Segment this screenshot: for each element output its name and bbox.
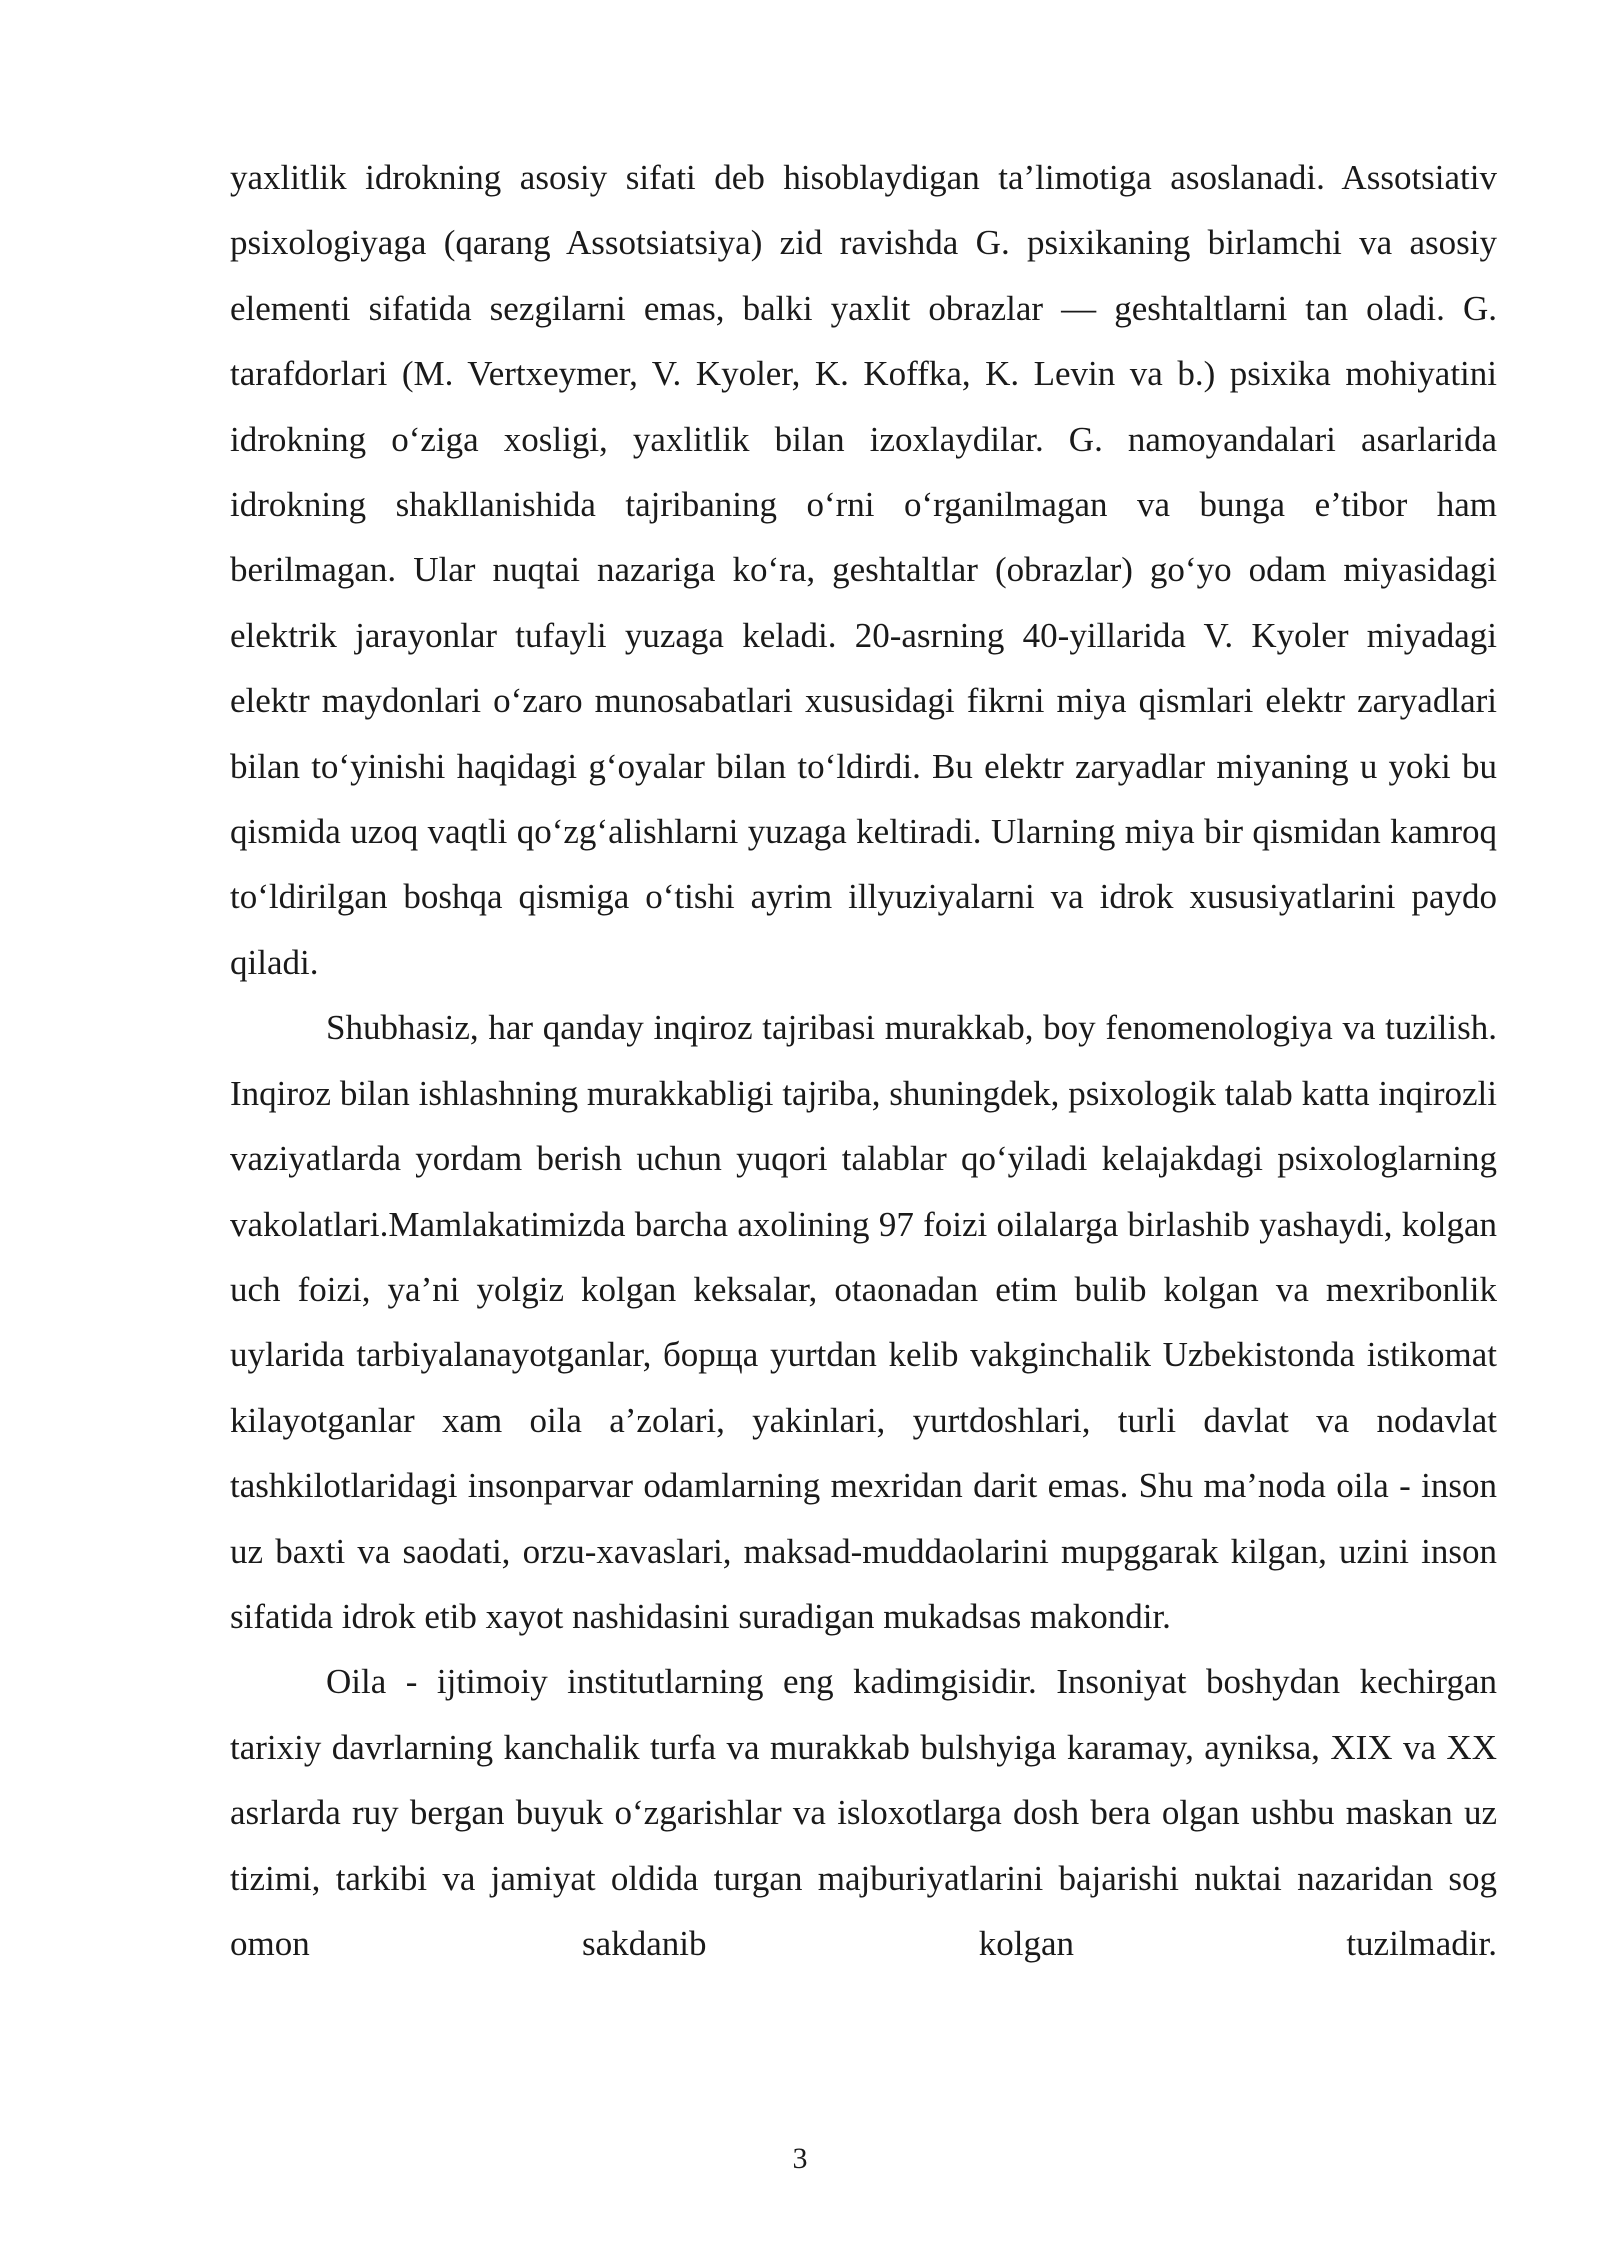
body-text [230, 145, 1497, 1976]
paragraph-crisis: Shubhasiz, har qanday inqiroz tajribasi murakkab, boy fenomenologiya va tuzilish. Inqiroz bilan ishlashning murakkabligi tajriba, shuningdek, psixologik talab katta inqirozli vaziyatlarda yordam berish uchun yuqori talablar qoʻyiladi kelajakdagi psixologlarning vakolatlari.Mamlakatimizda barcha axolining 97 foizi oilalarga birlashib yashaydi, kolgan uch foizi, ya’ni yolgiz kolgan keksalar, otaonadan etim bulib kolgan va mexribonlik uylarida tarbiyalanayotganlar, борща yurtdan kelib vakginchalik Uzbekistonda istikomat kilayotganlar xam oila a’zolari, yakinlari, yurtdoshlari, turli davlat va nodavlat tashkilotlaridagi insonparvar odamlarning mexridan darit emas. Shu ma’noda oila - inson uz baxti va saodati, orzu-xavaslari, maksad-muddaolarini mupggarak kilgan, uzini inson sifatida idrok etib xayot nashidasini suradigan mukadsas makondir. [230, 1008, 1497, 1636]
paragraph-gestalt: yaxlitlik idrokning asosiy sifati deb hisoblaydigan ta’limotiga asoslanadi. Assotsiativ psixologiyaga (qarang Assotsiatsiya) zid ravishda G. psixikaning birlamchi va asosiy elementi sifatida sezgilarni emas, balki yaxlit obrazlar — geshtaltlarni tan oladi. G. tarafdorlari (M. Vertxeymer, V. Kyoler, K. Koffka, K. Levin va b.) psixika mohiyatini idrokning oʻziga xosligi, yaxlitlik bilan izoxlaydilar. G. namoyandalari asarlarida idrokning shakllanishida tajribaning oʻrni oʻrganilmagan va bunga e’tibor ham berilmagan. Ular nuqtai nazariga koʻra, geshtaltlar (obrazlar) goʻyo odam miyasidagi elektrik jarayonlar tufayli yuzaga keladi. 20-asrning 40-yillarida V. Kyoler miyadagi elektr maydonlari oʻzaro munosabatlari xususidagi fikrni miya qismlari elektr zaryadlari bilan toʻyinishi haqidagi gʻoyalar bilan toʻldirdi. Bu elektr zaryadlar miyaning u yoki bu qismida uzoq vaqtli qoʻzgʻalishlarni yuzaga keltiradi. Ularning miya bir qismidan kamroq toʻldirilgan boshqa qismiga oʻtishi ayrim illyuziyalarni va idrok xususiyatlarini paydo qiladi. [230, 158, 1497, 982]
page-number: 3 [792, 2142, 808, 2175]
paragraph-family: Oila - ijtimoiy institutlarning eng kadimgisidir. Insoniyat boshydan kechirgan tarixiy davrlarning kanchalik turfa va murakkab bulshyiga karamay, ayniksa, XIX va XX asrlarda ruy bergan buyuk oʻzgarishlar va isloxotlarga dosh bera olgan ushbu maskan uz tizimi, tarkibi va jamiyat oldida turgan majburiyatlarini bajarishi nuktai nazaridan sog omon sakdanib kolgan tuzilmadir. [230, 1662, 1497, 1963]
